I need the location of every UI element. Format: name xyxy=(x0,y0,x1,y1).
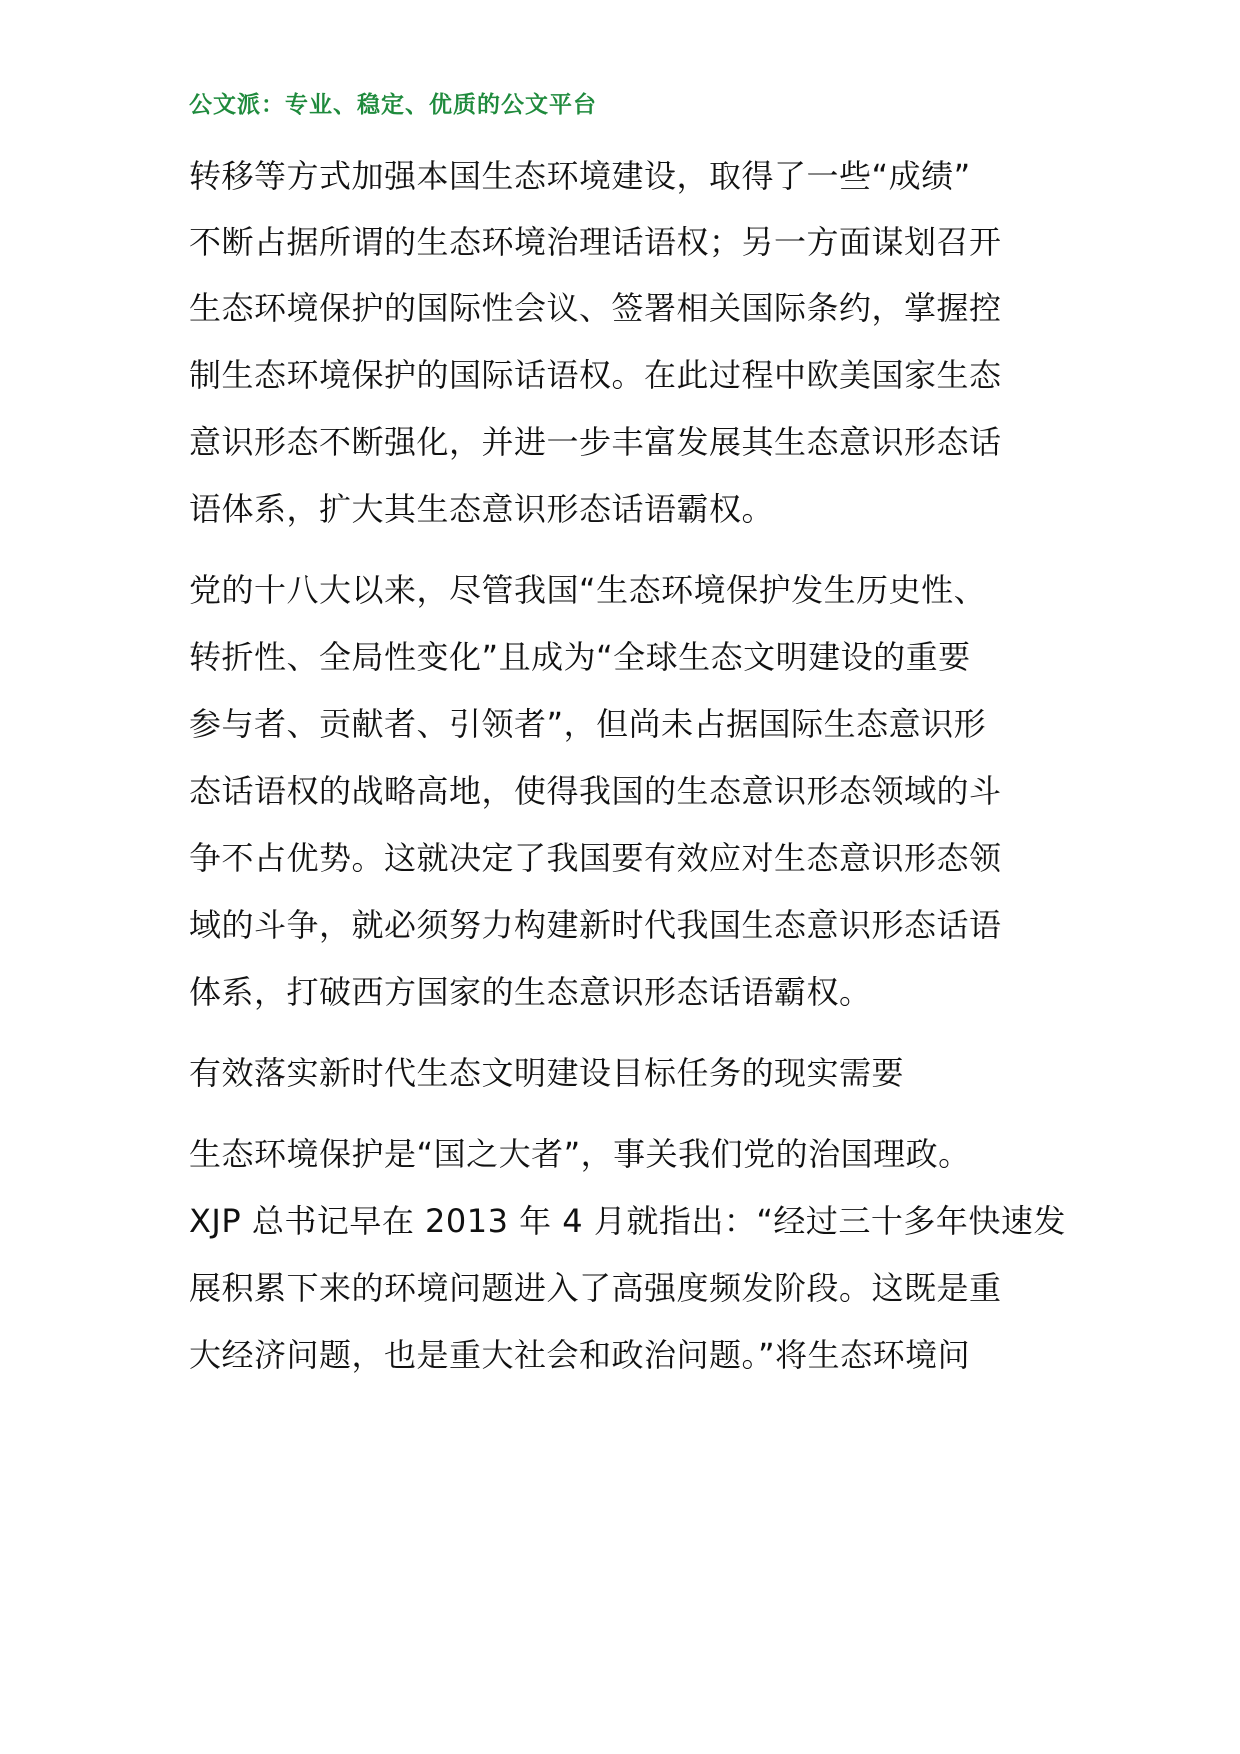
paragraph-line: 制生态环境保护的国际话语权。在此过程中欧美国家生态 xyxy=(189,356,1002,394)
paragraph-line: 生态环境保护的国际性会议、签署相关国际条约，掌握控 xyxy=(189,289,1002,327)
paragraph-line: 态话语权的战略高地，使得我国的生态意识形态领域的斗 xyxy=(189,772,1002,810)
paragraph-line: 争不占优势。这就决定了我国要有效应对生态意识形态领 xyxy=(189,839,1002,877)
paragraph-line: 生态环境保护是“国之大者”，事关我们党的治国理政。 xyxy=(189,1135,971,1173)
paragraph-line: 域的斗争，就必须努力构建新时代我国生态意识形态话语 xyxy=(189,906,1002,944)
paragraph-line: XJP 总书记早在 2013 年 4 月就指出：“经过三十多年快速发 xyxy=(189,1202,1066,1240)
paragraph-line: 意识形态不断强化，并进一步丰富发展其生态意识形态话 xyxy=(189,423,1002,461)
paragraph-line: 语体系，扩大其生态意识形态话语霸权。 xyxy=(189,490,775,528)
paragraph-line: 党的十八大以来，尽管我国“生态环境保护发生历史性、 xyxy=(189,571,987,609)
paragraph-line: 参与者、贡献者、引领者”，但尚未占据国际生态意识形 xyxy=(189,705,987,743)
paragraph-line: 展积累下来的环境问题进入了高强度频发阶段。这既是重 xyxy=(189,1269,1002,1307)
paragraph-line: 转移等方式加强本国生态环境建设，取得了一些“成绩” xyxy=(189,157,971,195)
paragraph-line: 不断占据所谓的生态环境治理话语权；另一方面谋划召开 xyxy=(189,223,1002,261)
paragraph-line: 大经济问题，也是重大社会和政治问题。”将生态环境问 xyxy=(189,1336,971,1374)
header-banner: 公文派：专业、稳定、优质的公文平台 xyxy=(189,92,597,118)
paragraph-line: 体系，打破西方国家的生态意识形态话语霸权。 xyxy=(189,973,872,1011)
section-subheading: 有效落实新时代生态文明建设目标任务的现实需要 xyxy=(189,1054,905,1092)
paragraph-line: 转折性、全局性变化”且成为“全球生态文明建设的重要 xyxy=(189,638,971,676)
